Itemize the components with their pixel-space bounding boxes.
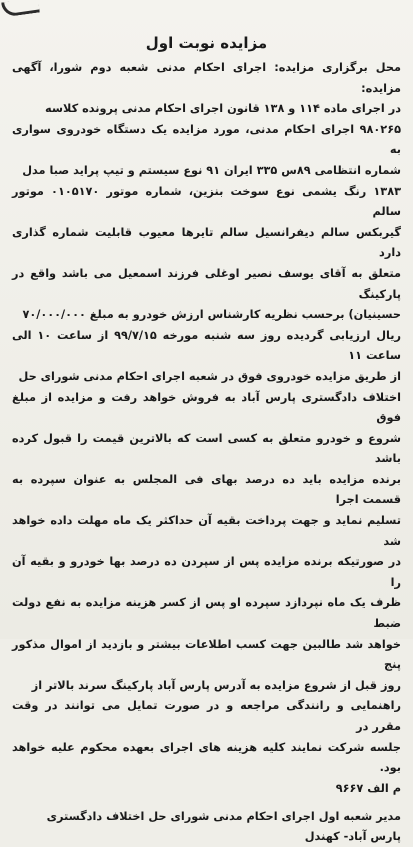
notice-line: شروع و خودرو متعلق به کسی است که بالاترین قیمت را قبول کرده باشد (12, 431, 401, 466)
notice-line: راهنمایی و رانندگی مراجعه و در صورت تمایل می توانند در وقت مقرر در (12, 699, 401, 733)
notice-line: در اجرای ماده ۱۱۴ و ۱۳۸ قانون اجرای احکام مدنی پرونده کلاسه (45, 102, 401, 116)
notice-line: جلسه شرکت نمایند کلیه هزینه های اجرای بعهده محکوم علیه خواهد بود. (12, 740, 401, 775)
notice-line: گیربکس سالم دیفرانسیل سالم تایرها معیوب قابلیت شماره گذاری دارد (12, 225, 401, 260)
signature-line: مدیر شعبه اول اجرای احکام مدنی شورای حل اختلاف دادگستری (46, 810, 401, 824)
notice-line: ریال ارزیابی گردیده روز سه شنبه مورخه ۹۹/۷/۱۵ از ساعت ۱۰ الی ساعت ۱۱ (12, 328, 401, 363)
notice-line: اختلاف دادگستری پارس آباد به فروش خواهد رفت و مزایده از مبلغ فوق (12, 390, 401, 425)
notice-line: در صورتیکه برنده مزایده پس از سپردن ده درصد بها خودرو و بقیه آن را (12, 555, 401, 589)
notice-title: مزایده نوبت اول (145, 34, 268, 52)
notice-line: محل برگزاری مزایده: اجرای احکام مدنی شعبه دوم شورا، آگهی مزایده: (12, 61, 401, 95)
notice-line: شماره انتظامی ۸۹س ۳۳۵ ایران ۹۱ نوع سیستم و تیپ پراید صبا مدل (22, 163, 401, 177)
signature-line: پارس آباد- کهندل (304, 830, 401, 844)
notice-line: ۹۸۰۲۶۵ اجرای احکام مدنی، مورد مزایده یک دستگاه خودروی سواری به (12, 122, 401, 157)
notice-signature (12, 807, 401, 847)
notice-line: ظرف یک ماه نپردازد سپرده او پس از کسر هزینه مزایده به نفع دولت ضبط (12, 596, 401, 631)
notice-line: از طریق مزایده خودروی فوق در شعبه اجرای احکام مدنی شورای حل (18, 369, 401, 383)
notice-body (12, 58, 401, 799)
notice-line: حسینیان) برحسب نظریه کارشناس ارزش خودرو به مبلغ ۷۰/۰۰۰/۰۰۰ (22, 308, 401, 322)
notice-line: برنده مزایده باید ده درصد بهای فی المجلس به عنوان سپرده به قسمت اجرا (12, 472, 401, 507)
notice-line: روز قبل از شروع مزایده به آدرس پارس آباد پارکینگ سرند بالاتر از (31, 678, 401, 692)
corner-mark (1, 0, 40, 18)
notice-line: خواهد شد طالبین جهت کسب اطلاعات بیشتر و بازدید از اموال مذکور پنج (12, 637, 401, 672)
notice-line: ۱۳۸۳ رنگ یشمی نوع سوخت بنزین، شماره موتور ۰۱۰۵۱۷۰ موتور سالم (12, 184, 401, 219)
notice-reference: م الف ۹۶۶۷ (335, 781, 401, 795)
notice-line: متعلق به آقای یوسف نصیر اوغلی فرزند اسمعیل می باشد واقع در پارکینگ (12, 266, 401, 301)
notice-line: تسلیم نماید و جهت پرداخت بقیه آن حداکثر یک ماه مهلت داده خواهد شد (12, 514, 401, 548)
